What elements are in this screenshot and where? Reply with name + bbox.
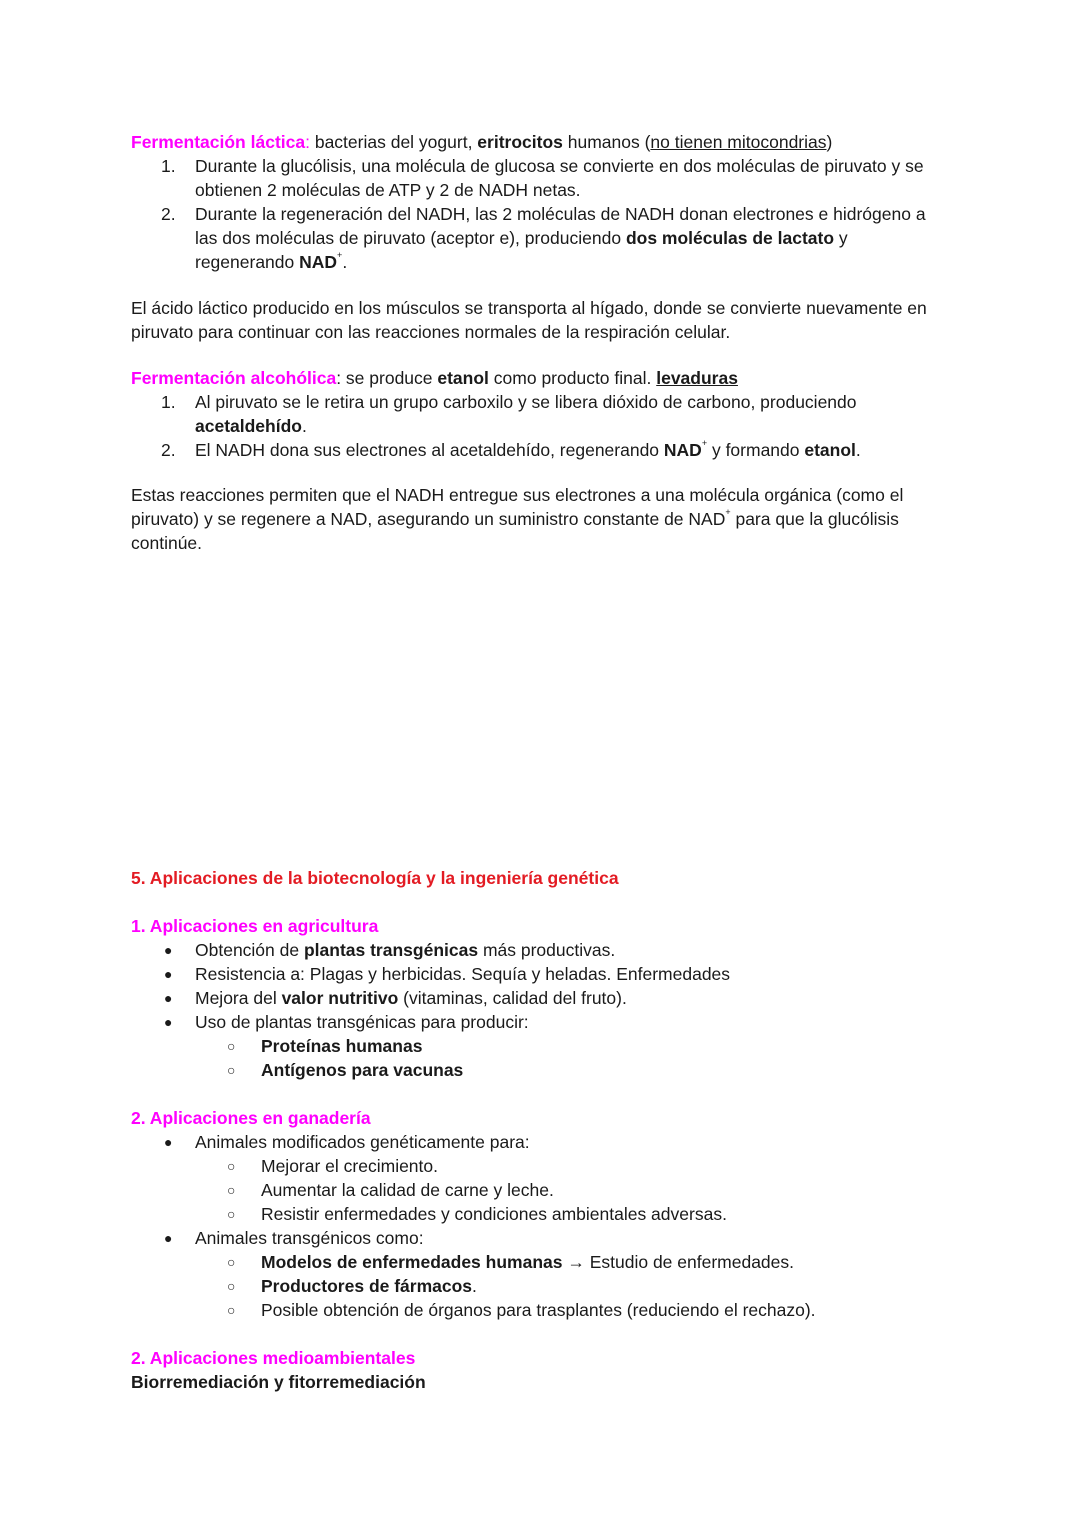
list-item [131,1010,951,1082]
sublist-item [195,1202,951,1226]
livestock-section [131,1106,951,1322]
circle-bullet-icon: ○ [227,1158,236,1174]
nad-bold: NAD [663,440,702,460]
sublist-item [195,1250,951,1274]
lactic-intro-text: bacterias del yogurt, [309,132,478,152]
item-text: Animales transgénicos como: [195,1228,424,1248]
list-item [131,938,951,962]
item-text: Resistencia a: Plagas y herbicidas. Sequía y heladas. Enfermedades [195,964,731,984]
bullet-icon: ● [164,942,173,958]
alcohol-step-1-end: . [301,416,307,436]
item-bold: plantas transgénicas [303,940,479,960]
sublist-item [195,1178,951,1202]
agriculture-list [131,938,951,1082]
list-item [131,962,951,986]
lactic-intro-text-2: humanos ( [562,132,651,152]
lactic-fermentation-section [131,130,951,274]
summary-text-b: para que la glucólisis continúe. [131,509,899,553]
alcohol-step-1 [131,390,951,438]
agriculture-title: 1. Aplicaciones en agricultura [131,916,379,936]
agriculture-sublist [195,1034,951,1082]
alcohol-title: Fermentación alcohólica [131,368,337,388]
environment-subtitle: Biorremediación y fitorremediación [131,1372,426,1392]
circle-bullet-icon: ○ [227,1206,236,1222]
summary-text-a: Estas reacciones permiten que el NADH entregue sus electrones a una molécula orgánica (como el piruvato) y se regenere a NAD, asegurando un suministro constante de NAD [131,485,904,529]
circle-bullet-icon: ○ [227,1182,236,1198]
livestock-sublist-2 [195,1250,951,1322]
bullet-icon: ● [164,1230,173,1246]
lactic-intro-close: ) [826,132,833,152]
bullet-icon: ● [164,1134,173,1150]
bullet-icon: ● [164,990,173,1006]
section-5-heading [131,866,951,890]
lactic-paragraph [131,296,951,344]
nad-bold: NAD [299,252,338,272]
sublist-item [195,1274,951,1298]
step-number: 1. [161,156,176,176]
alcohol-intro-underlined: levaduras [656,368,738,388]
item-text: . [472,1276,477,1296]
lactic-step-2-end: . [342,252,348,272]
item-text: Aumentar la calidad de carne y leche. [261,1180,554,1200]
bullet-icon: ● [164,1014,173,1030]
alcohol-step-2-text-2: y formando [707,440,805,460]
alcohol-step-1-text: Al piruvato se le retira un grupo carboxilo y se libera dióxido de carbono, produciendo [195,392,857,412]
lactic-intro [131,130,951,154]
summary-text [131,483,951,555]
alcohol-intro-bold: etanol [437,368,489,388]
livestock-list [131,1130,951,1322]
alcohol-intro [131,366,951,390]
lactic-intro-underlined: no tienen mitocondrias [650,132,827,152]
item-bold: Antígenos para vacunas [261,1060,464,1080]
nad-superscript: + [725,507,731,517]
item-text: Posible obtención de órganos para trasplantes (reduciendo el rechazo). [261,1300,816,1320]
item-text: Obtención de [195,940,304,960]
bullet-icon: ● [164,966,173,982]
livestock-title: 2. Aplicaciones en ganadería [131,1108,371,1128]
alcoholic-fermentation-section [131,366,951,462]
alcohol-intro-text: : se produce [336,368,438,388]
lactic-step-1-text: Durante la glucólisis, una molécula de glucosa se convierte en dos moléculas de piruvato y se obtienen 2 moléculas de ATP y 2 de NADH netas. [195,156,924,200]
environment-title: 2. Aplicaciones medioambientales [131,1348,416,1368]
item-bold: valor nutritivo [281,988,399,1008]
lactic-title: Fermentación láctica [131,132,306,152]
alcohol-step-1-bold: acetaldehído [195,416,302,436]
step-number: 2. [161,204,176,224]
alcohol-intro-text-2: como producto final. [488,368,657,388]
sublist-item [195,1058,951,1082]
circle-bullet-icon: ○ [227,1062,236,1078]
lactic-colon: : [305,132,310,152]
list-item [131,1226,951,1322]
livestock-sublist-1 [195,1154,951,1226]
sublist-item [195,1298,951,1322]
alcohol-steps [131,390,951,462]
step-number: 1. [161,392,176,412]
nad-superscript: + [701,438,708,448]
lactic-steps [131,154,951,274]
list-item [131,1130,951,1226]
circle-bullet-icon: ○ [227,1254,236,1270]
item-bold: Proteínas humanas [261,1036,423,1056]
item-text: Resistir enfermedades y condiciones ambientales adversas. [261,1204,727,1224]
item-text: Animales modificados genéticamente para: [195,1132,530,1152]
item-text: → Estudio de enfermedades. [562,1252,795,1272]
item-text: Mejora del [195,988,282,1008]
circle-bullet-icon: ○ [227,1038,236,1054]
circle-bullet-icon: ○ [227,1302,236,1318]
alcohol-step-2-text: El NADH dona sus electrones al acetaldehído, regenerando [195,440,664,460]
step-number: 2. [161,440,176,460]
lactic-step-2-text-2: y regenerando [195,228,848,272]
alcohol-step-2 [131,438,951,462]
lactic-step-1 [131,154,951,202]
nad-superscript: + [337,250,343,260]
alcohol-step-2-bold: etanol [804,440,856,460]
sublist-item [195,1154,951,1178]
alcohol-step-2-end: . [855,440,861,460]
lactic-step-2-bold: dos moléculas de lactato [625,228,835,248]
sublist-item [195,1034,951,1058]
section-5-title: 5. Aplicaciones de la biotecnología y la ingeniería genética [131,868,619,888]
list-item [131,986,951,1010]
agriculture-section [131,914,951,1082]
summary-paragraph [131,483,951,555]
lactic-step-2-text: Durante la regeneración del NADH, las 2 moléculas de NADH donan electrones e hidrógeno a las dos moléculas de piruvato (aceptor e), produciendo [195,204,926,248]
item-bold: Modelos de enfermedades humanas [261,1252,563,1272]
lactic-step-2 [131,202,951,274]
item-text: más productivas. [478,940,616,960]
item-text: (vitaminas, calidad del fruto). [398,988,627,1008]
item-text: Mejorar el crecimiento. [261,1156,438,1176]
item-bold: Productores de fármacos [261,1276,473,1296]
environment-section [131,1346,951,1394]
lactic-intro-bold: eritrocitos [477,132,563,152]
lactic-paragraph-text: El ácido láctico producido en los músculos se transporta al hígado, donde se convierte nuevamente en piruvato para continuar con las reacciones normales de la respiración celular. [131,298,927,342]
circle-bullet-icon: ○ [227,1278,236,1294]
item-text: Uso de plantas transgénicas para producir: [195,1012,529,1032]
